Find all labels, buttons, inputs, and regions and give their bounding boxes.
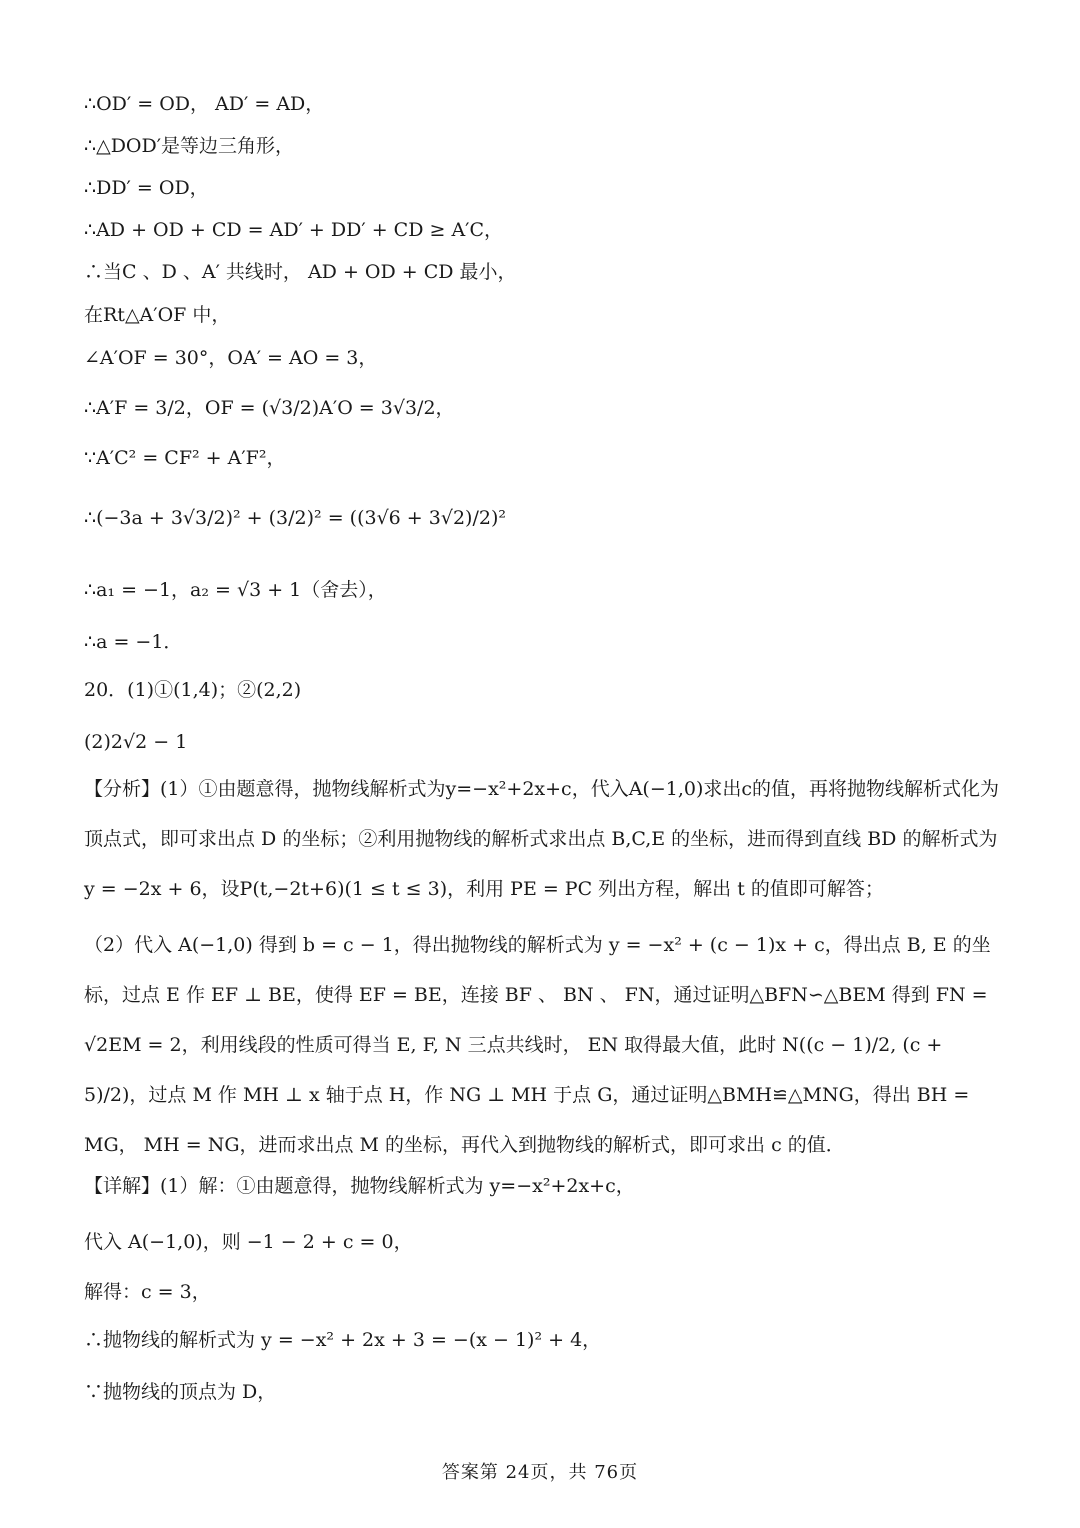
answer-20-part1: 20．(1)①(1,4)；②(2,2) <box>84 679 302 701</box>
solution-line-10: ∴(−3a + 3√3/2)² + (3/2)² = ((3√6 + 3√2)/2)² <box>84 507 506 529</box>
detail-line-3: 解得：c = 3， <box>84 1281 211 1303</box>
solution-line-6: 在Rt△A′OF 中， <box>84 304 231 326</box>
solution-line-5: ∴当C 、D 、A′ 共线时， AD + OD + CD 最小， <box>84 261 517 283</box>
detail-line-4: ∴抛物线的解析式为 y = −x² + 2x + 3 = −(x − 1)² + 4， <box>84 1329 602 1351</box>
solution-line-12: ∴a = −1． <box>84 631 183 653</box>
solution-line-8: ∴A′F = 3/2，OF = (√3/2)A′O = 3√3/2， <box>84 397 455 419</box>
solution-line-2: ∴△DOD′是等边三角形， <box>84 135 295 157</box>
solution-line-4: ∴AD + OD + CD = AD′ + DD′ + CD ≥ A′C， <box>84 219 504 241</box>
solution-line-1: ∴OD′ = OD， AD′ = AD， <box>84 93 325 115</box>
page-footer: 答案第 24页，共 76页 <box>441 1462 639 1483</box>
solution-line-9: ∵A′C² = CF² + A′F²， <box>84 447 286 469</box>
solution-line-11: ∴a₁ = −1，a₂ = √3 + 1（舍去）， <box>84 579 387 601</box>
answer-20-part2: (2)2√2 − 1 <box>84 731 188 753</box>
analysis-paragraph-1: 【分析】(1）①由题意得，抛物线解析式为y=−x²+2x+c，代入A(−1,0)求出c的值，再将抛物线解析式化为顶点式，即可求出点 D 的坐标；②利用抛物线的解析式求出点 B,C,E 的坐标，进而得到直线 BD 的解析式为 y = −2x + 6，设P(t,−2t+6)(1 ≤ t ≤ 3)，利用 PE = PC 列出方程，解出 t 的值即可解答； <box>84 778 1000 900</box>
analysis-paragraph-2: （2）代入 A(−1,0) 得到 b = c − 1，得出抛物线的解析式为 y = −x² + (c − 1)x + c，得出点 B, E 的坐标，过点 E 作 EF ⊥ BE，使得 EF = BE，连接 BF 、 BN 、 FN，通过证明△BFN∽△BEM 得到 FN = √2EM = 2，利用线段的性质可得当 E, F, N 三点共线时， EN 取得最大值，此时 N((c − 1)/2, (c + 5)/2)，过点 M 作 MH ⊥ x 轴于点 H，作 NG ⊥ MH 于点 G，通过证明△BMH≌△MNG，得出 BH = MG， MH = NG，进而求出点 M 的坐标，再代入到抛物线的解析式，即可求出 c 的值． <box>84 934 991 1156</box>
solution-line-3: ∴DD′ = OD， <box>84 177 209 199</box>
solution-line-7: ∠A′OF = 30°，OA′ = AO = 3， <box>84 347 378 369</box>
detail-line-5: ∵抛物线的顶点为 D， <box>84 1381 277 1403</box>
detail-line-1: 【详解】(1）解：①由题意得，抛物线解析式为 y=−x²+2x+c， <box>84 1175 635 1197</box>
detail-line-2: 代入 A(−1,0)，则 −1 − 2 + c = 0， <box>84 1231 413 1253</box>
